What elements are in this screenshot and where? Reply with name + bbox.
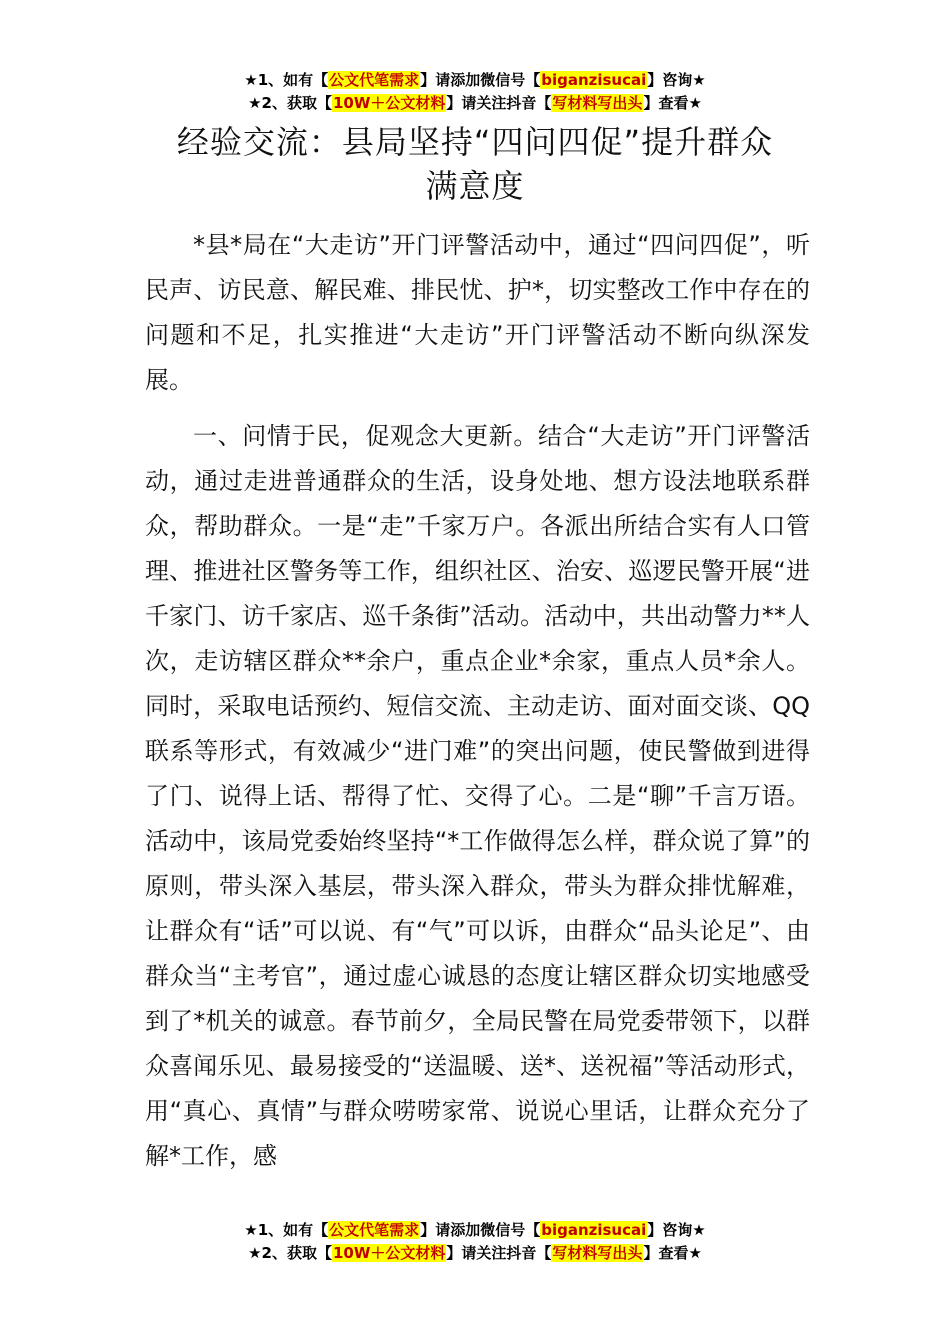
banner-highlight-douyin: 写材料写出头 <box>552 94 643 112</box>
banner-highlight-douyin: 写材料写出头 <box>552 1244 643 1262</box>
banner-highlight: 10W＋公文材料 <box>332 1244 446 1262</box>
banner-highlight-wechat: biganzisucai <box>541 1221 647 1239</box>
banner-text: ★1、如有【 <box>244 1221 329 1239</box>
banner-line-1 <box>0 69 950 92</box>
bottom-banner <box>0 1219 950 1265</box>
document-title <box>145 120 805 208</box>
banner-text: 】请添加微信号【 <box>420 71 541 89</box>
banner-line-1 <box>0 1219 950 1242</box>
banner-line-2 <box>0 1242 950 1265</box>
top-banner <box>0 69 950 115</box>
banner-text: ★2、获取【 <box>248 94 332 112</box>
banner-text: ★2、获取【 <box>248 1244 332 1262</box>
intro-paragraph: *县*局在“大走访”开门评警活动中，通过“四问四促”，听民声、访民意、解民难、排民忧、护*，切实整改工作中存在的问题和不足，扎实推进“大走访”开门评警活动不断向纵深发展。 <box>145 231 810 394</box>
banner-highlight: 公文代笔需求 <box>329 1221 420 1239</box>
banner-text: 】查看★ <box>643 1244 702 1262</box>
banner-text: 】请添加微信号【 <box>420 1221 541 1239</box>
section-one-paragraph: 一、问情于民，促观念大更新。结合“大走访”开门评警活动，通过走进普通群众的生活，设身处地、想方设法地联系群众，帮助群众。一是“走”千家万户。各派出所结合实有人口管理、推进社区警务等工作，组织社区、治安、巡逻民警开展“进千家门、访千家店、巡千条街”活动。活动中，共出动警力**人次，走访辖区群众**余户，重点企业*余家，重点人员*余人。同时，采取电话预约、短信交流、主动走访、面对面交谈、QQ联系等形式，有效减少“进门难”的突出问题，使民警做到进得了门、说得上话、帮得了忙、交得了心。二是“聊”千言万语。活动中，该局党委始终坚持“*工作做得怎么样，群众说了算”的原则，带头深入基层，带头深入群众，带头为群众排忧解难，让群众有“话”可以说、有“气”可以诉，由群众“品头论足”、由群众当“主考官”，通过虚心诚恳的态度让辖区群众切实地感受到了*机关的诚意。春节前夕，全局民警在局党委带领下，以群众喜闻乐见、最易接受的“送温暖、送*、送祝福”等活动形式，用“真心、真情”与群众唠唠家常、说说心里话，让群众充分了解*工作，感 <box>145 422 810 1170</box>
banner-text: 】查看★ <box>643 94 702 112</box>
banner-text: 】咨询★ <box>647 1221 706 1239</box>
banner-text: ★1、如有【 <box>244 71 329 89</box>
banner-highlight: 公文代笔需求 <box>329 71 420 89</box>
document-body <box>145 223 810 1190</box>
banner-text: 】请关注抖音【 <box>446 94 552 112</box>
banner-text: 】请关注抖音【 <box>446 1244 552 1262</box>
banner-highlight: 10W＋公文材料 <box>332 94 446 112</box>
title-line-1: 经验交流：县局坚持“四问四促”提升群众 <box>176 123 774 161</box>
banner-line-2 <box>0 92 950 115</box>
banner-highlight-wechat: biganzisucai <box>541 71 647 89</box>
banner-text: 】咨询★ <box>647 71 706 89</box>
title-line-2: 满意度 <box>425 167 525 205</box>
